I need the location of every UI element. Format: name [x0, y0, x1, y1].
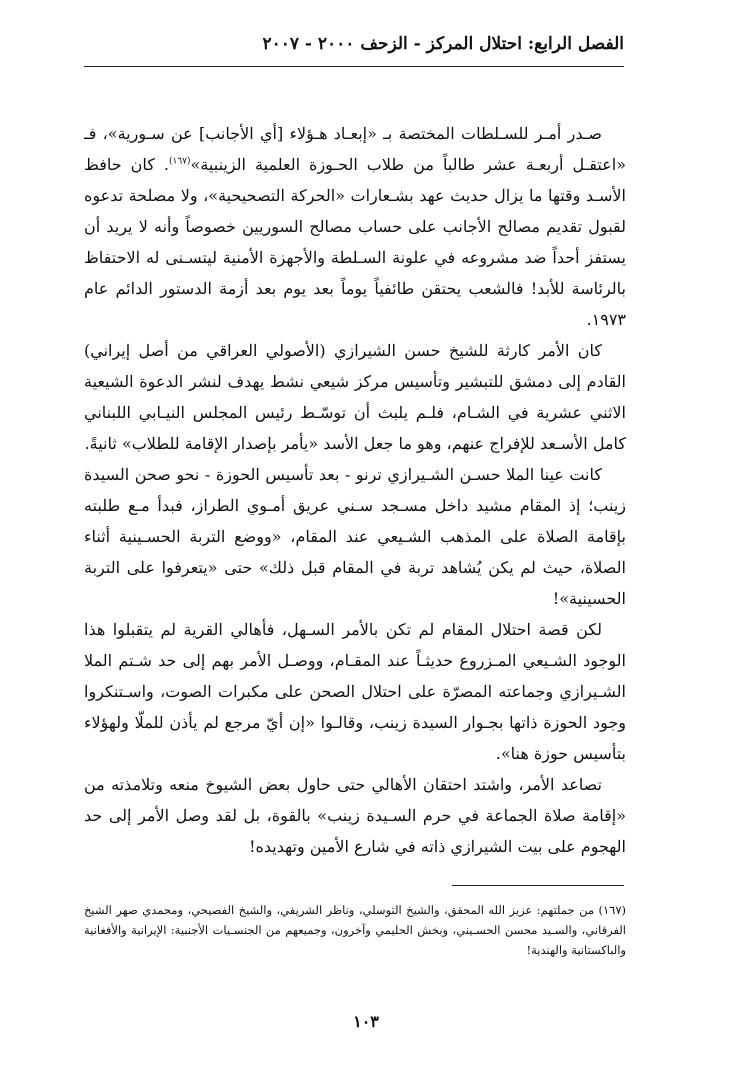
footnote-text: من جملتهم: عزيز الله المحقق، والشيخ التوسلي، وناظر الشريفي، والشيخ الفصيحي، ومحمدي صهر الشيخ الفرقاني، والسـيد محسن الحسـيني، وبخش الحليمي وآخرون، وجميعهم من الجنسـيات الأجنبية: الإيرانية والأفغانية والباكستانية والهندية! [84, 903, 626, 957]
footnote-number: (١٦٧) [598, 903, 627, 917]
page-number: ١٠٣ [353, 1012, 379, 1031]
paragraph-4: لكن قصة احتلال المقام لم تكن بالأمر السـهل، فأهالي القرية لم يتقبلوا هذا الوجود الشـيعي المـزروع حديثـاً عند المقـام، ووصـل الأمر بهم إلى حد شـتم الملا الشـيرازي وجماعته المصرّة على احتلال الصحن على مكبرات الصوت، واسـتنكروا وجود الحوزة ذاتها بجـوار السيدة زينب، وقالـوا «إن أيّ مرجع لم يأذن للملّا ولهؤلاء بتأسيس حوزة هنا». [84, 620, 626, 763]
paragraph-1-text-continued: . كان حافظ الأسـد وقتها ما يزال حديث عهد بشـعارات «الحركة التصحيحية»، ولا مصلحة تدعوه لقبول تقديم مصالح الأجانب على حساب مصالح السوريين خصوصاً وأنه لا يريد أن يستفز أحداً ضد مشروعه في علونة السـلطة والأجهزة الأمنية ليتسـنى له الاحتفاظ بالرئاسة للأبد! فالشعب يحتقن طائفياً يوماً بعد يوم بعد أزمة الدستور الدائم عام ١٩٧٣. [84, 155, 626, 329]
header-divider [84, 66, 624, 67]
running-header: الفصل الرابع: احتلال المركز - الزحف ٢٠٠٠ - ٢٠٠٧ [262, 34, 624, 54]
main-text [84, 118, 626, 862]
footnote-reference[interactable]: (١٦٧) [169, 156, 191, 167]
paragraph-5: تصاعد الأمر، واشتد احتقان الأهالي حتى حاول بعض الشيوخ منعه وتلامذته من «إقامة صلاة الجماعة في حرم السـيدة زينب» بالقوة، بل لقد وصل الأمر إلى حد الهجوم على بيت الشيرازي ذاته في شارع الأمين وتهديده! [84, 775, 626, 856]
paragraph-3: كانت عينا الملا حسـن الشـيرازي ترنو - بعد تأسيس الحوزة - نحو صحن السيدة زينب؛ إذ المقام مشيد داخل مسـجد سـني عريق أمـوي الطراز، فبدأ مـع طلبته بإقامة الصلاة على المذهب الشـيعي عند المقام، «ووضع التربة الحسـينية أثناء الصلاة، حيث لم يكن يُشاهد تربة في المقام قبل ذلك» حتى «يتعرفوا على التربة الحسينية»! [84, 465, 626, 608]
paragraph-2: كان الأمر كارثة للشيخ حسن الشيرازي (الأصولي العراقي من أصل إيراني) القادم إلى دمشق للتبشير وتأسيس مركز شيعي نشط يهدف لنشر الدعوة الشيعية الاثني عشرية في الشـام، فلـم يلبث أن توسّـط رئيس المجلس النيـابي اللبناني كامل الأسـعد للإفراج عنهم، وهو ما جعل الأسد «يأمر بإصدار الإقامة للطلاب» ثانيةً. [84, 341, 626, 453]
paragraph-1-text: صـدر أمـر للسـلطات المختصة بـ «إبعـاد هـؤلاء [أي الأجانب] عن سـورية»، فـ «اعتقـل أربعـة عشر طالباً من طلاب الحـوزة العلمية الزينبية» [84, 124, 626, 174]
paragraph-1 [84, 118, 626, 335]
footnote [84, 900, 626, 960]
footnote-divider [452, 885, 624, 886]
